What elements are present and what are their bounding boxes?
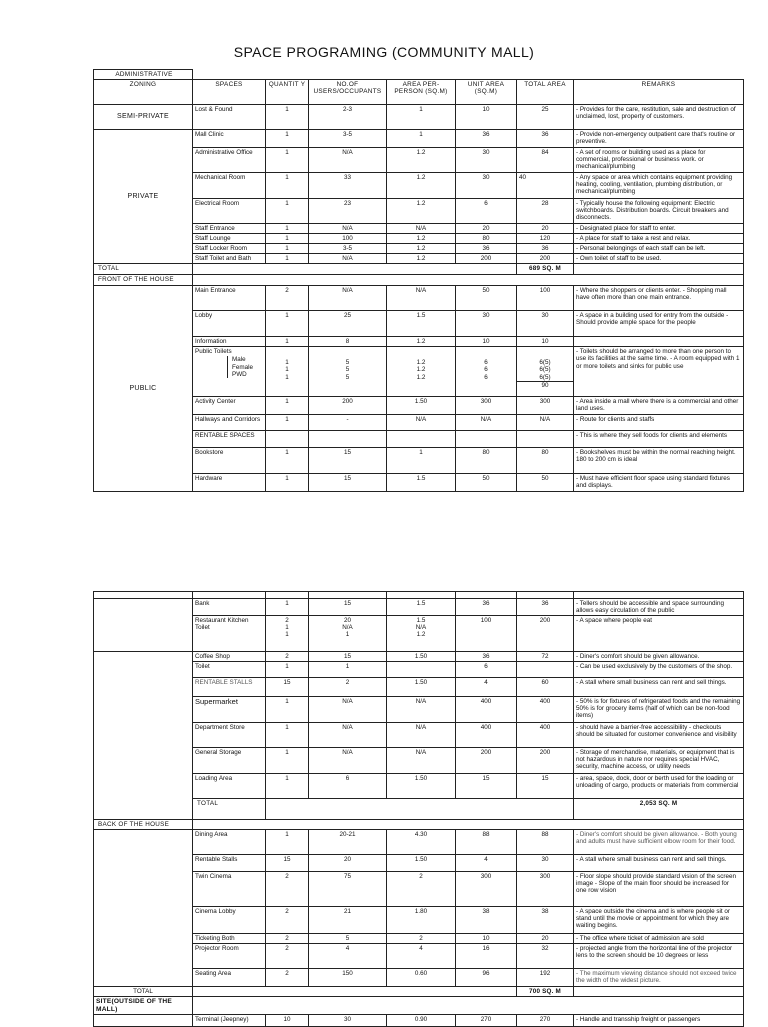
users-cell: 1 [309,662,387,678]
table-row [94,1015,744,1027]
remarks-cell: - Provide non-emergency outpatient care that's routine or preventive. [574,130,744,148]
qty-cell: 1 [266,415,309,431]
space-cell: Seating Area [193,969,266,987]
total-area-cell: 20 [517,224,574,234]
unit-area-cell: 6 [456,662,517,678]
users-cell: 200 [309,397,387,415]
remarks-cell: - 50% is for fixtures of refrigerated foods and the remaining 50% is for grocery items (half of which can be non-food items) [574,697,744,723]
qty-cell: 1 [266,254,309,264]
space-cell: General Storage [193,748,266,774]
space-program-table-2 [93,591,744,1027]
users-cell: 8 [309,337,387,347]
space-program-table-1 [93,69,744,492]
users-cell: N/A [309,286,387,311]
unit-area-cell: 88 [456,830,517,855]
area-per-person-cell: 2 [387,872,456,907]
total-area-cell: 20 [517,934,574,944]
total-area-cell: 200 [517,254,574,264]
total-area-cell: 400 [517,697,574,723]
remarks-cell: - A place for staff to take a rest and relax. [574,234,744,244]
section-row [94,820,744,830]
area-per-person-cell: 1.2 [416,359,426,367]
users-cell: 15 [309,474,387,492]
total-area-cell: 32 [517,944,574,969]
area-per-person-cell: 0.90 [387,1015,456,1027]
unit-area-cell: 80 [456,448,517,474]
remarks-cell: - A set of rooms or building used as a place for commercial, professional or business work. or mechanical/plumbing [574,148,744,173]
unit-area-cell: 36 [456,599,517,616]
admin-total-value: 689 SQ. M [517,264,574,275]
space-cell: Bookstore [193,448,266,474]
toilet-total-cell: 90 [517,381,573,389]
remarks-cell: - A stall where small business can rent and sell things. [574,855,744,872]
qty-cell: 2 [266,969,309,987]
space-cell: Hardware [193,474,266,492]
total-label: TOTAL [94,264,193,275]
area-per-person-cell: 1.2 [387,199,456,224]
qty-cell: 1 [266,723,309,748]
remarks-cell: - Storage of merchandise, materials, or equipment that is not hazardous in nature nor requires special HVAC, security, machine access, or utility needs [574,748,744,774]
area-per-person-cell: 1.2 [416,366,426,374]
remarks-cell: - Designated place for staff to enter. [574,224,744,234]
public-toilets-label: Public Toilets [195,348,232,356]
remarks-cell: - Can be used exclusively by the customers of the shop. [574,662,744,678]
unit-area-cell: 10 [456,337,517,347]
qty-cell: 1 [266,173,309,199]
qty-cell: 1 [285,373,289,381]
quantity-header: QUANTIT Y [266,80,309,105]
remarks-cell: - Typically house the following equipment: Electric switchboards. Distribution boards. Circuit breakers and disconnects. [574,199,744,224]
total-area-cell: 36 [517,244,574,254]
remarks-cell: - The maximum viewing distance should not exceed twice the width of the widest picture. [574,969,744,987]
area-per-person-cell: 1 [387,448,456,474]
area-per-person-cell: 1.50 [387,855,456,872]
qty-cell: 1 [266,448,309,474]
area-per-person-cell: 1.5 N/A 1.2 [387,616,456,652]
remarks-cell: - Provides for the care, restitution, sale and destruction of unclaimed, lost, property of customers. [574,105,744,130]
unit-area-header: UNIT AREA (SQ.M) [456,80,517,105]
area-per-person-cell: 4 [387,944,456,969]
remarks-cell: - projected angle from the horizontal line of the projector lens to the screen should be 10 degrees or less [574,944,744,969]
area-per-person-cell: 4.30 [387,830,456,855]
qty-cell: 2 [266,872,309,907]
total-area-cell: 192 [517,969,574,987]
remarks-cell: - Personal belongings of each staff can be left. [574,244,744,254]
qty-cell: 1 [266,748,309,774]
remarks-cell: - A space where people eat [574,616,744,652]
qty-cell: 1 [266,234,309,244]
unit-area-cell: 30 [456,148,517,173]
area-per-person-cell: N/A [387,224,456,234]
area-per-person-cell: 1.2 [387,234,456,244]
area-per-person-cell: 1.2 [387,244,456,254]
total-area-cell: 270 [517,1015,574,1027]
space-cell: Main Entrance [193,286,266,311]
unit-area-cell: 6 [456,199,517,224]
space-cell: Electrical Room [193,199,266,224]
area-per-person-header: AREA PER-PERSON (SQ.M) [387,80,456,105]
area-per-person-cell: 1.2 [387,148,456,173]
qty-cell: 2 1 1 [266,616,309,652]
remarks-cell: - Bookshelves must be within the normal reaching height. 180 to 200 cm is ideal [574,448,744,474]
remarks-cell: - Area inside a mall where there is a commercial and other land uses. [574,397,744,415]
space-cell: Rentable Stalls [193,855,266,872]
remarks-cell: - Tellers should be accessible and space surrounding allows easy circulation of the public [574,599,744,616]
qty-cell: 1 [285,359,289,367]
unit-area-cell: 36 [456,130,517,148]
users-cell: 20 N/A 1 [309,616,387,652]
total-area-cell: 36 [517,599,574,616]
unit-area-cell: 4 [456,855,517,872]
unit-area-cell: 50 [456,286,517,311]
users-cell: 15 [309,599,387,616]
space-cell: Loading Area [193,774,266,799]
space-cell: Mall Clinic [193,130,266,148]
total-row [94,987,744,997]
users-cell: 23 [309,199,387,224]
qty-cell: 2 [266,934,309,944]
space-cell: Mechanical Room [193,173,266,199]
unit-area-cell: 400 [456,723,517,748]
unit-area-cell: 36 [456,652,517,662]
users-cell: N/A [309,224,387,234]
users-cell: 25 [309,311,387,337]
area-per-person-cell [387,662,456,678]
total-area-cell: 6(5) [539,373,551,381]
remarks-cell: - Toilets should be arranged to more than one person to use its facilities at the same time. - A room equipped with 1 or more toilets and sinks for public use [574,347,744,397]
qty-cell: 15 [266,678,309,697]
total-area-cell: 84 [517,148,574,173]
qty-cell: 1 [285,366,289,374]
rentable-spaces-label: RENTABLE SPACES [193,431,266,448]
area-per-person-cell: 1.5 [387,311,456,337]
remarks-cell: - Must have efficient floor space using standard fixtures and displays. [574,474,744,492]
unit-area-cell: 16 [456,944,517,969]
users-cell: 20 [309,855,387,872]
unit-area-cell: 100 [456,616,517,652]
space-cell: Administrative Office [193,148,266,173]
remarks-cell: - area, space, dock, door or berth used for the loading or unloading of cargo, products or materials from commercial [574,774,744,799]
area-per-person-cell: 1.50 [387,397,456,415]
remarks-cell: - Route for clients and staffs [574,415,744,431]
total-area-cell: 200 [517,616,574,652]
total-area-cell: 88 [517,830,574,855]
users-cell: 5 [345,366,350,374]
qty-cell: 1 [266,697,309,723]
toilet-male-label: Male [232,356,246,364]
total-area-cell: 100 [517,286,574,311]
users-header: NO.OF USERS/OCCUPANTS [309,80,387,105]
total-area-cell: 10 [517,337,574,347]
qty-cell: 15 [266,855,309,872]
users-cell: - [309,415,387,431]
users-cell: 150 [309,969,387,987]
remarks-header: REMARKS [574,80,744,105]
total-area-cell: 72 [517,652,574,662]
zone-private: PRIVATE [94,130,193,264]
total-area-cell: 400 [517,723,574,748]
front-of-house-label: FRONT OF THE HOUSE [94,275,193,286]
total-area-cell: 300 [517,872,574,907]
unit-area-cell: 80 [456,234,517,244]
space-cell: Staff Locker Room [193,244,266,254]
area-per-person-cell: N/A [387,415,456,431]
users-cell: 100 [309,234,387,244]
zone-semi-private: SEMI-PRIVATE [94,105,193,130]
qty-cell: 1 [266,199,309,224]
users-cell: 5 [345,373,350,381]
space-cell: Lobby [193,311,266,337]
total-area-cell: 25 [517,105,574,130]
table-row [94,652,744,662]
total-area-cell: 28 [517,199,574,224]
area-per-person-cell: N/A [387,286,456,311]
users-cell: 15 [309,652,387,662]
space-cell: Dining Area [193,830,266,855]
total-area-cell [517,662,574,678]
remarks-cell: - should have a barrier-free accessibility - checkouts should be situated for customer convenience and visibility [574,723,744,748]
remarks-cell: - Floor slope should provide standard vision of the screen image - Slope of the main floor should be increased for one row vision [574,872,744,907]
qty-cell: 10 [266,1015,309,1027]
qty-cell: 2 [266,286,309,311]
space-cell: Activity Center [193,397,266,415]
users-cell: 30 [309,1015,387,1027]
total-label: TOTAL [193,799,266,820]
table-row [94,830,744,855]
qty-cell: 2 [266,652,309,662]
users-cell: 21 [309,907,387,934]
users-cell: 2-3 [309,105,387,130]
unit-area-cell: 200 [456,254,517,264]
area-per-person-cell: 1.2 [387,173,456,199]
unit-area-cell: 10 [456,934,517,944]
back-of-house-label: BACK OF THE HOUSE [94,820,193,830]
space-cell: Hallways and Corridors [193,415,266,431]
zone-public: PUBLIC [94,286,193,492]
space-cell: Cinema Lobby [193,907,266,934]
unit-area-cell: 200 [456,748,517,774]
total-area-header: TOTAL AREA [517,80,574,105]
section-row [94,997,744,1015]
area-per-person-cell: 1.50 [387,678,456,697]
space-cell: Bank [193,599,266,616]
remarks-cell: - A space in a building used for entry from the outside - Should provide ample space for the people [574,311,744,337]
area-per-person-cell: 0.60 [387,969,456,987]
total-row [94,264,744,275]
qty-cell: 1 [266,830,309,855]
area-per-person-cell: 2 [387,934,456,944]
total-area-cell: 30 [517,855,574,872]
page-title: SPACE PROGRAMING (COMMUNITY MALL) [233,44,535,60]
remarks-cell: - Diner's comfort should be given allowance. - Both young and adults must have sufficient elbow room for their food. [574,830,744,855]
users-cell: N/A [309,148,387,173]
users-cell: N/A [309,697,387,723]
total-area-cell: 60 [517,678,574,697]
table-row [94,286,744,311]
remarks-cell: - Handle and transship freight or passengers [574,1015,744,1027]
space-cell: Toilet [193,662,266,678]
remarks-cell: - The office where ticket of admission are sold [574,934,744,944]
remarks-cell: - Diner's comfort should be given allowance. [574,652,744,662]
area-per-person-cell: 1.50 [387,652,456,662]
qty-cell: 1 [266,105,309,130]
back-total-value: 700 SQ. M [517,987,574,997]
users-cell: N/A [309,748,387,774]
space-cell: Ticketing Both [193,934,266,944]
qty-cell: 1 [266,599,309,616]
toilet-female-label: Female [232,363,253,371]
total-area-cell: 300 [517,397,574,415]
remarks-cell: - Any space or area which contains equipment providing heating, cooling, ventilation, plumbing distribution, or mechanical/plumbing [574,173,744,199]
total-area-cell: 15 [517,774,574,799]
space-cell: Twin Cinema [193,872,266,907]
unit-area-cell: 15 [456,774,517,799]
space-cell: Projector Room [193,944,266,969]
total-area-cell: 40 [517,173,574,199]
remarks-cell: - A space outside the cinema and is where people sit or stand until the movie or appointment for which they are waiting begins. [574,907,744,934]
users-cell: 33 [309,173,387,199]
space-cell: RENTABLE STALLS [193,678,266,697]
total-area-cell: 200 [517,748,574,774]
total-area-cell: 30 [517,311,574,337]
area-per-person-cell: N/A [387,723,456,748]
unit-area-cell: 10 [456,105,517,130]
section-row [94,275,744,286]
unit-area-cell: 20 [456,224,517,234]
area-per-person-cell: N/A [387,748,456,774]
users-cell: 75 [309,872,387,907]
total-area-cell: 38 [517,907,574,934]
remarks-cell: - Where the shoppers or clients enter. - Shopping mall have often more than one main entrance. [574,286,744,311]
area-per-person-cell: 1.5 [387,474,456,492]
users-cell: 3-5 [309,130,387,148]
toilet-pwd-label: PWD [232,370,247,378]
area-per-person-cell: N/A [387,697,456,723]
space-cell: Staff Lounge [193,234,266,244]
remarks-cell [574,337,744,347]
qty-cell: 2 [266,907,309,934]
area-per-person-cell: 1.2 [416,373,426,381]
qty-cell: 1 [266,474,309,492]
qty-cell: 1 [266,244,309,254]
users-cell: 5 [345,359,350,367]
qty-cell: 1 [266,148,309,173]
remarks-cell: - A stall where small business can rent and sell things. [574,678,744,697]
users-cell: N/A [309,254,387,264]
unit-area-cell: 38 [456,907,517,934]
users-cell: 6 [309,774,387,799]
total-label: TOTAL [94,987,193,997]
site-label: SITE(OUTSIDE OF THE MALL) [94,997,193,1015]
remarks-cell: - This is where they sell foods for clients and elements [574,431,744,448]
qty-cell: 1 [266,130,309,148]
unit-area-cell: 96 [456,969,517,987]
space-cell: Information [193,337,266,347]
qty-cell: 1 [266,337,309,347]
zoning-header: ZONING [94,80,193,105]
unit-area-cell: 270 [456,1015,517,1027]
total-area-cell: 6(5) [539,366,551,374]
area-per-person-cell: 1.2 [387,254,456,264]
unit-area-cell: 300 [456,397,517,415]
space-cell: Restaurant Kitchen Toilet [193,616,266,652]
unit-area-cell: 30 [456,311,517,337]
unit-area-cell: 4 [456,678,517,697]
total-area-cell: N/A [517,415,574,431]
area-per-person-cell: 1.2 [387,337,456,347]
qty-cell: 1 [266,224,309,234]
qty-cell: 1 [266,397,309,415]
users-cell: 20-21 [309,830,387,855]
qty-cell: 1 [266,774,309,799]
front-total-value: 2,053 SQ. M [574,799,744,820]
space-cell: Terminal (Jeepney) [193,1015,266,1027]
remarks-cell: - Own toilet of staff to be used. [574,254,744,264]
total-area-cell: 6(5) [539,359,551,367]
space-cell: Lost & Found [193,105,266,130]
total-area-cell: 120 [517,234,574,244]
space-cell: Coffee Shop [193,652,266,662]
users-cell: 5 [309,934,387,944]
qty-cell: 2 [266,944,309,969]
total-area-cell: 36 [517,130,574,148]
table-row [94,105,744,130]
unit-area-cell: 6 [484,359,488,367]
unit-area-cell: 36 [456,244,517,254]
space-cell: Staff Toilet and Bath [193,254,266,264]
users-cell: 3-5 [309,244,387,254]
area-per-person-cell: 1.80 [387,907,456,934]
unit-area-cell: 30 [456,173,517,199]
users-cell: 15 [309,448,387,474]
unit-area-cell: 6 [484,366,488,374]
qty-cell: 1 [266,311,309,337]
unit-area-cell: N/A [456,415,517,431]
unit-area-cell: 6 [484,373,488,381]
unit-area-cell: 50 [456,474,517,492]
users-cell: 4 [309,944,387,969]
users-cell: 2 [309,678,387,697]
space-cell: Department Store [193,723,266,748]
unit-area-cell: 400 [456,697,517,723]
unit-area-cell: 300 [456,872,517,907]
total-area-cell: 80 [517,448,574,474]
total-area-cell: 50 [517,474,574,492]
area-per-person-cell: 1.50 [387,774,456,799]
space-cell: Supermarket [193,697,266,723]
area-per-person-cell: 1.5 [387,599,456,616]
table-row [94,130,744,148]
table-row [94,599,744,616]
spaces-header: SPACES [193,80,266,105]
administrative-label: ADMINISTRATIVE [94,70,193,80]
users-cell: N/A [309,723,387,748]
area-per-person-cell: 1 [387,105,456,130]
area-per-person-cell: 1 [387,130,456,148]
qty-cell: 1 [266,662,309,678]
space-cell: Staff Entrance [193,224,266,234]
